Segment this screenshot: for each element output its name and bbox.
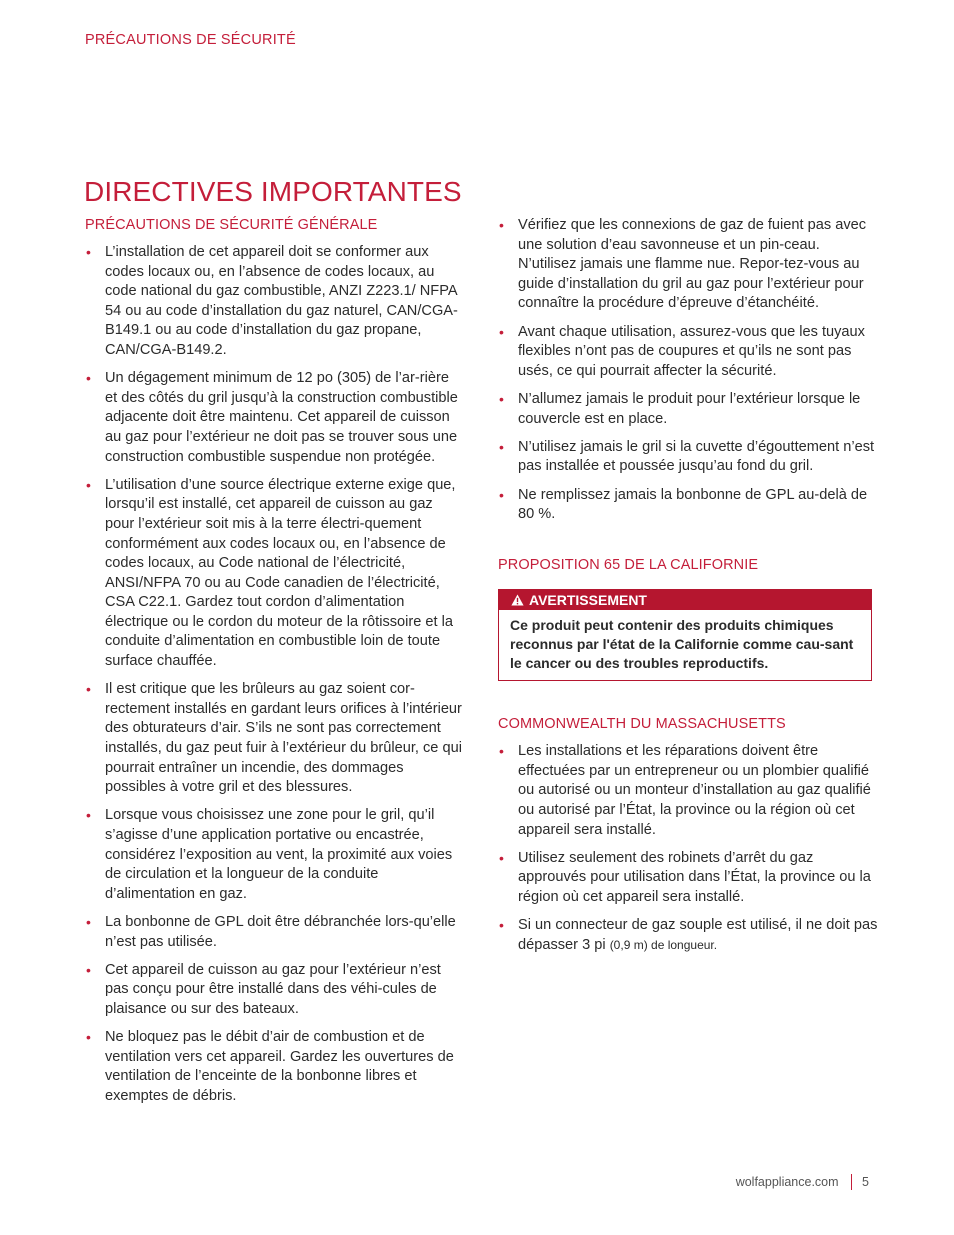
list-item: • Les installations et les réparations doivent être effectuées par un entrepreneur ou un plombier qualifié ou autorisé ou un monteur d’installation au gaz qualifié ou autorisé par l’État, la province ou la région où cet appareil sera installé. xyxy=(498,742,882,840)
massachusetts-list xyxy=(498,742,882,955)
page-title: DIRECTIVES IMPORTANTES xyxy=(84,176,462,207)
list-item: • Un dégagement minimum de 12 po (305) de l’ar-rière et des côtés du gril jusqu’à la construction combustible adjacente doit être maintenu. Cet appareil de cuisson au gaz pour l’extérieur ne doit pas se trouver sous une construction combustible suspendue non protégée. xyxy=(85,369,465,467)
general-safety-list-continued xyxy=(498,216,882,525)
footer-website: wolfappliance.com xyxy=(735,1175,839,1189)
warning-label: AVERTISSEMENT xyxy=(529,591,647,608)
general-safety-list xyxy=(85,243,465,1107)
list-item: • Utilisez seulement des robinets d’arrêt du gaz approuvés pour utilisation dans l’État, la province ou la région où cet appareil sera installé. xyxy=(498,849,882,908)
warning-triangle-icon xyxy=(511,594,524,606)
warning-text: Ce produit peut contenir des produits chimiques reconnus par l'état de la Californie comme cau-sant le cancer ou des troubles reproductifs. xyxy=(510,616,854,672)
list-item: • Lorsque vous choisissez une zone pour le gril, qu’il s’agisse d’une application portative ou encastrée, considérez l’exposition au vent, la proximité aux voies de circulation et la longueur de la conduite d’alimentation en gaz. xyxy=(85,806,465,904)
list-item-small-text: (0,9 m) de longueur. xyxy=(609,937,718,952)
section-title-prop65: PROPOSITION 65 DE LA CALIFORNIE xyxy=(498,556,759,573)
list-item: • L’installation de cet appareil doit se conformer aux codes locaux ou, en l’absence de codes locaux, au code national du gaz combustible, ANZI Z223.1/ NFPA 54 ou au code d’installation du gaz naturel, CAN/CGA-B149.1 ou au code d’installation du gaz propane, CAN/CGA-B149.2. xyxy=(85,243,465,361)
list-item: • Il est critique que les brûleurs au gaz soient cor-rectement installés en gardant leurs orifices à l’intérieur des obturateurs d’air. S’ils ne sont pas correctement installés, du gaz peut fuir à l’extérieur du brûleur, ce qui pourrait entraîner un incendie, des dommages possibles à votre gril et des blessures. xyxy=(85,680,465,798)
warning-header xyxy=(499,590,871,610)
list-item: • Avant chaque utilisation, assurez-vous que les tuyaux flexibles n’ont pas de coupures et qu’ils ne sont pas usés, ce qui pourrait affecter la sécurité. xyxy=(498,323,882,382)
running-header: PRÉCAUTIONS DE SÉCURITÉ xyxy=(85,32,296,48)
footer-divider xyxy=(851,1174,853,1190)
warning-box xyxy=(498,589,872,682)
left-column xyxy=(85,216,465,1115)
list-item: • Ne remplissez jamais la bonbonne de GPL au-delà de 80 %. xyxy=(498,486,882,525)
list-item-text: Si un connecteur de gaz souple est utilisé, il ne doit pas dépasser 3 pi xyxy=(518,917,878,953)
page-footer xyxy=(736,1174,869,1190)
right-column xyxy=(498,216,882,964)
list-item: • Vérifiez que les connexions de gaz de fuient pas avec une solution d’eau savonneuse et un pin-ceau. N’utilisez jamais une flamme nue. Repor-tez-vous au guide d’installation du gril au gaz pour l’extérieur pour connaître la procédure d’épreuve d’étanchéité. xyxy=(498,216,882,314)
section-title-general-safety: PRÉCAUTIONS DE SÉCURITÉ GÉNÉRALE xyxy=(85,217,378,233)
list-item: • La bonbonne de GPL doit être débranchée lors-qu’elle n’est pas utilisée. xyxy=(85,913,465,952)
list-item: • Ne bloquez pas le débit d’air de combustion et de ventilation vers cet appareil. Gardez les ouvertures de ventilation de l’enceinte de la bonbonne libres et exemptes de débris. xyxy=(85,1028,465,1106)
list-item: • N’allumez jamais le produit pour l’extérieur lorsque le couvercle est en place. xyxy=(498,390,882,429)
page-number: 5 xyxy=(862,1175,869,1189)
list-item xyxy=(498,916,882,955)
list-item: • Cet appareil de cuisson au gaz pour l’extérieur n’est pas conçu pour être installé dans des véhi-cules de plaisance ou sur des bateaux. xyxy=(85,961,465,1020)
list-item: • N’utilisez jamais le gril si la cuvette d’égouttement n’est pas installée et poussée jusqu’au fond du gril. xyxy=(498,438,882,477)
list-item: • L’utilisation d’une source électrique externe exige que, lorsqu’il est installé, cet appareil de cuisson au gaz pour l’extérieur soit mis à la terre électri-quement conformément aux codes locaux ou, en l’absence de codes locaux, au Code national de l’électricité, ANSI/NFPA 70 ou au Code canadien de l’électricité, CSA C22.1. Gardez tout cordon d’alimentation électrique ou le cordon du moteur de la rôtissoire et la conduite d’alimentation en combustible loin de toute surface chauffée. xyxy=(85,476,465,672)
section-title-massachusetts: COMMONWEALTH DU MASSACHUSETTS xyxy=(498,716,786,733)
